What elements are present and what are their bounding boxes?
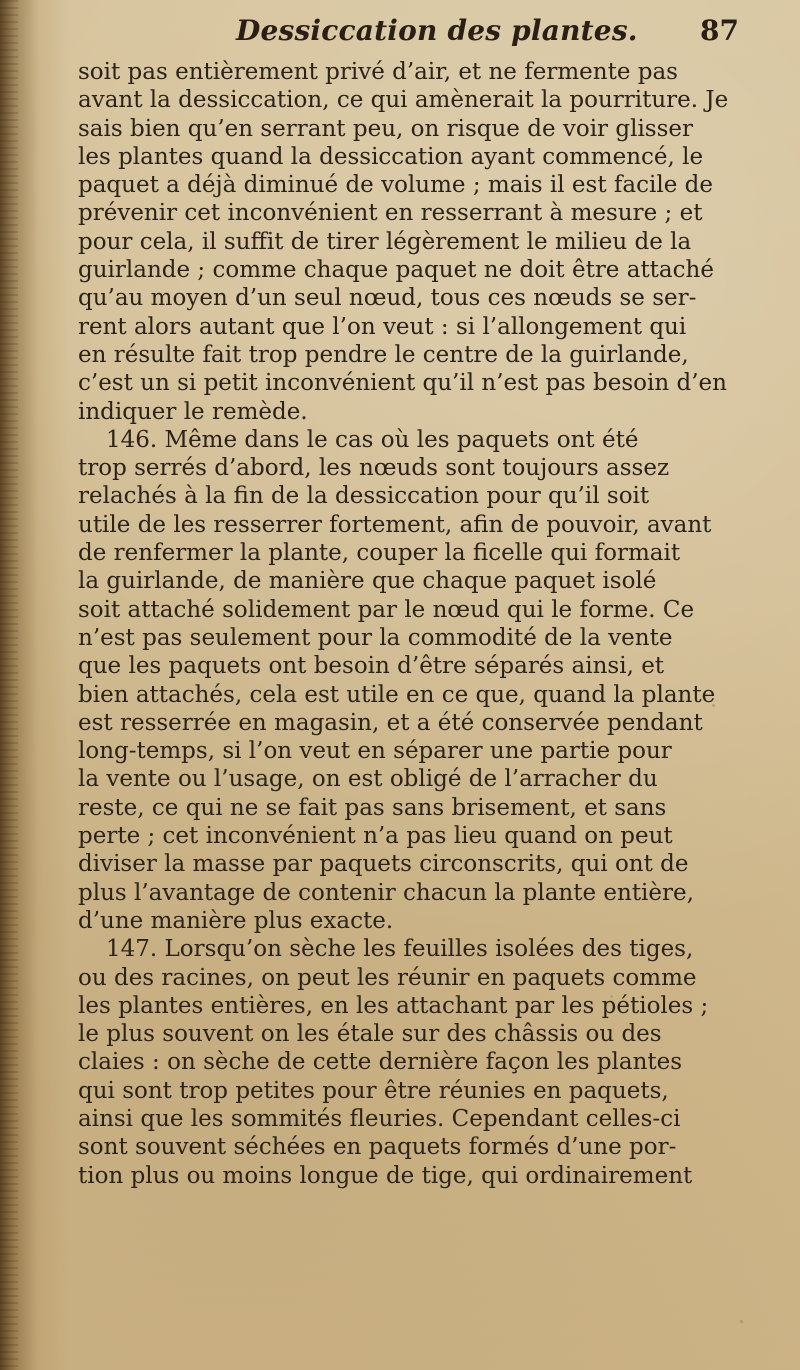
text-line: long-temps, si l’on veut en séparer une partie pour xyxy=(78,738,672,765)
text-line: de renfermer la plante, couper la ficelle qui formait xyxy=(78,540,681,567)
paragraph-start-147: 147. Lorsqu’on sèche les feuilles isolées des tiges, xyxy=(106,936,694,963)
text-line: bien attachés, cela est utile en ce que, quand la plante xyxy=(78,681,716,708)
text-line: en résulte fait trop pendre le centre de la guirlande, xyxy=(78,341,689,368)
spine-shadow xyxy=(0,0,70,1370)
text-line: les plantes quand la dessiccation ayant commencé, le xyxy=(78,143,704,170)
text-line: c’est un si petit inconvénient qu’il n’est pas besoin d’en xyxy=(78,370,727,397)
text-line: diviser la masse par paquets circonscrits, qui ont de xyxy=(78,851,689,878)
text-line: paquet a déjà diminué de volume ; mais il est facile de xyxy=(78,172,713,199)
text-line: utile de les resserrer fortement, afin de pouvoir, avant xyxy=(78,511,712,538)
text-line: soit pas entièrement privé d’air, et ne fermente pas xyxy=(78,59,678,85)
text-line: la vente ou l’usage, on est obligé de l’arracher du xyxy=(78,766,658,793)
text-line: qui sont trop petites pour être réunies en paquets, xyxy=(78,1077,669,1104)
paper-speck xyxy=(712,704,715,707)
paragraph-start-146: 146. Même dans le cas où les paquets ont été xyxy=(106,426,639,453)
text-line: reste, ce qui ne se fait pas sans brisement, et sans xyxy=(78,794,667,821)
text-line: pour cela, il suffit de tirer légèrement le milieu de la xyxy=(78,228,692,255)
text-line: que les paquets ont besoin d’être séparés ainsi, et xyxy=(78,653,665,680)
text-line: trop serrés d’abord, les nœuds sont toujours assez xyxy=(78,455,670,482)
page-number: 87 xyxy=(700,14,739,47)
text-line: guirlande ; comme chaque paquet ne doit être attaché xyxy=(78,257,714,284)
text-line: est resserrée en magasin, et a été conservée pendant xyxy=(78,709,703,736)
paper-speck xyxy=(610,995,613,998)
text-line: avant la dessiccation, ce qui amènerait la pourriture. Je xyxy=(78,87,729,114)
text-line: la guirlande, de manière que chaque paquet isolé xyxy=(78,568,657,595)
page-edge xyxy=(0,0,18,1370)
text-line: ou des racines, on peut les réunir en paquets comme xyxy=(78,964,697,991)
body-text xyxy=(78,58,768,1308)
text-line: soit attaché solidement par le nœud qui le forme. Ce xyxy=(78,596,695,623)
text-line: prévenir cet inconvénient en resserrant à mesure ; et xyxy=(78,200,703,227)
text-line: n’est pas seulement pour la commodité de la vente xyxy=(78,624,673,651)
text-line: rent alors autant que l’on veut : si l’allongement qui xyxy=(78,313,687,340)
text-line: indiquer le remède. xyxy=(78,398,308,425)
text-line: le plus souvent on les étale sur des châssis ou des xyxy=(78,1021,662,1048)
text-line: perte ; cet inconvénient n’a pas lieu quand on peut xyxy=(78,823,673,850)
text-line: relachés à la fin de la dessiccation pour qu’il soit xyxy=(78,483,650,510)
paper-speck xyxy=(740,1320,744,1324)
text-line: plus l’avantage de contenir chacun la plante entière, xyxy=(78,879,694,906)
text-line: sais bien qu’en serrant peu, on risque de voir glisser xyxy=(78,115,694,142)
running-head xyxy=(0,12,800,52)
text-line: sont souvent séchées en paquets formés d’une por- xyxy=(78,1134,677,1161)
text-line: d’une manière plus exacte. xyxy=(78,907,394,934)
text-line: claies : on sèche de cette dernière façon les plantes xyxy=(78,1049,683,1076)
text-line: qu’au moyen d’un seul nœud, tous ces nœuds se ser- xyxy=(78,285,697,312)
text-line: tion plus ou moins longue de tige, qui ordinairement xyxy=(78,1162,693,1189)
running-title: Dessiccation des plantes. xyxy=(236,14,638,47)
text-line: les plantes entières, en les attachant par les pétioles ; xyxy=(78,992,709,1019)
text-line: ainsi que les sommités fleuries. Cependant celles-ci xyxy=(78,1105,681,1132)
